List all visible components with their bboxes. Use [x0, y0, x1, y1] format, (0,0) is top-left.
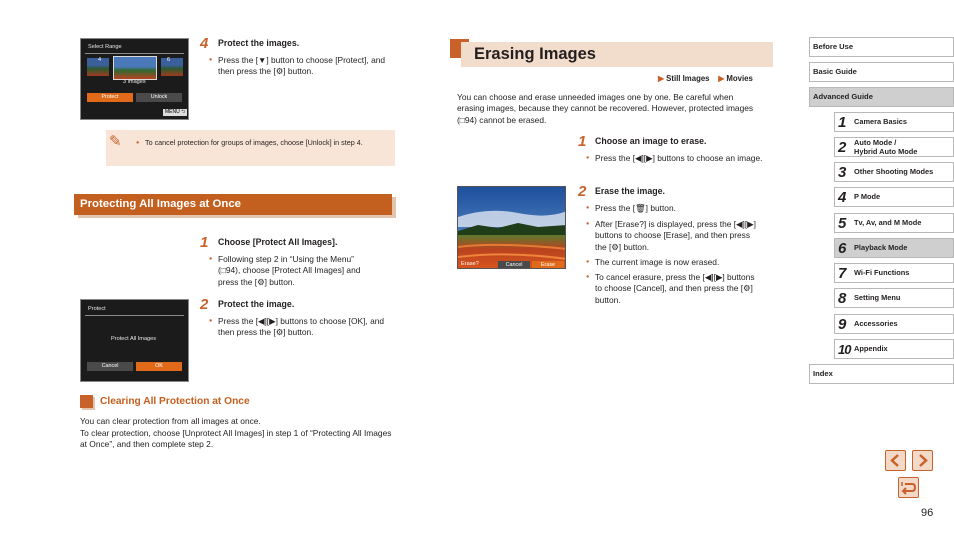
chapter-label-line-1: Auto Mode / [854, 138, 897, 147]
step-1-title: Choose [Protect All Images]. [218, 237, 338, 247]
chapter-label: P Mode [854, 192, 881, 201]
chapter-number: 2 [838, 139, 847, 156]
page-number: 96 [921, 507, 934, 519]
nav-index[interactable] [809, 364, 954, 384]
nav-basic-guide-label: Basic Guide [813, 67, 857, 76]
arrow-right-icon [913, 451, 932, 470]
protect-screen [80, 299, 189, 382]
erase-step-2-bullet-4: ● To cancel erasure, press the [◀][▶] buttons to choose [Cancel], and then press the [⚙] button. [595, 272, 763, 306]
chapter-3[interactable] [834, 162, 954, 182]
note-box [106, 130, 395, 166]
step-2-bullet: ● Press the [◀][▶] buttons to choose [OK], and then press the [⚙] button. [218, 316, 396, 339]
step-1-bullet: ● Following step 2 in “Using the Menu” (□94), choose [Protect All Images] and press the [⚙] button. [218, 254, 378, 288]
arrow-left-icon [886, 451, 905, 470]
chapter-4[interactable] [834, 187, 954, 207]
chapter-number: 8 [838, 290, 847, 307]
chapter-label: Setting Menu [854, 293, 901, 302]
chapter-5[interactable] [834, 213, 954, 233]
erase-step-2-bullet-2: ● After [Erase?] is displayed, press the [◀][▶] buttons to choose [Erase], and then press the [⚙] button. [595, 219, 763, 253]
select-range-screen [80, 38, 189, 120]
mode-tags [658, 74, 753, 84]
section-bar [74, 194, 392, 215]
note-text: ● To cancel protection for groups of images, choose [Unlock] in step 4. [145, 137, 381, 149]
chapter-7[interactable] [834, 263, 954, 283]
intro-paragraph: You can choose and erase unneeded images one by one. Be careful when erasing images, because they cannot be recovered. However, protected images (□94) cannot be erased. [457, 92, 754, 125]
chapter-label [854, 139, 917, 156]
next-page-button[interactable] [912, 450, 933, 471]
nav-advanced-guide-label: Advanced Guide [813, 92, 873, 101]
clearing-paragraph-1: You can clear protection from all images at once. [80, 416, 261, 426]
step-4-number: 4 [200, 35, 209, 52]
protect-button[interactable]: Protect [87, 93, 133, 102]
chapter-6[interactable] [834, 238, 954, 258]
cancel-button[interactable]: Cancel [87, 362, 133, 371]
erase-step-1-bullet: ● Press the [◀][▶] buttons to choose an image. [595, 153, 763, 164]
erase-step-1-title: Choose an image to erase. [595, 136, 707, 146]
chapter-2[interactable] [834, 137, 954, 157]
previous-page-button[interactable] [885, 450, 906, 471]
step-4-title: Protect the images. [218, 38, 300, 48]
chapter-label-line-2: Hybrid Auto Mode [854, 146, 918, 156]
image-count: 3 images [123, 79, 146, 85]
nav-basic-guide[interactable] [809, 62, 954, 82]
erase-prompt: Erase? [461, 261, 479, 267]
screen-title: Select Range [88, 44, 122, 50]
pencil-icon: ✎ [109, 133, 122, 150]
step-4-bullet: ● Press the [▼] button to choose [Protect], and then press the [⚙] button. [218, 55, 396, 78]
still-images-arrow-icon: ▶ [658, 74, 664, 83]
protect-screen-body: Protect All Images [111, 336, 157, 342]
chapter-number: 4 [838, 189, 847, 206]
thumbnail-right [161, 58, 183, 76]
landscape-photo [458, 187, 566, 269]
chapter-number: 6 [838, 240, 847, 257]
chapter-number: 5 [838, 215, 847, 232]
chapter-number: 1 [838, 114, 847, 131]
chapter-label: Tv, Av, and M Mode [854, 218, 922, 227]
unlock-button[interactable]: Unlock [136, 93, 182, 102]
range-end-number: 6 [167, 57, 171, 63]
chapter-number: 7 [838, 265, 847, 282]
menu-return-icon: MENU ⮌ [165, 109, 186, 115]
return-button[interactable] [898, 477, 919, 498]
clearing-title: Clearing All Protection at Once [100, 396, 250, 407]
step-1-number: 1 [200, 234, 209, 251]
chapter-label: Wi-Fi Functions [854, 268, 910, 277]
step-2-number: 2 [200, 296, 209, 313]
chapter-label: Camera Basics [854, 117, 908, 126]
chapter-8[interactable] [834, 288, 954, 308]
erase-screen [457, 186, 566, 269]
erase-step-1-number: 1 [578, 133, 587, 150]
movies-tag: Movies [726, 74, 753, 83]
nav-before-use[interactable] [809, 37, 954, 57]
chapter-label: Other Shooting Modes [854, 167, 934, 176]
erase-step-2-number: 2 [578, 183, 587, 200]
subsection-icon [80, 395, 93, 408]
chapter-label: Accessories [854, 319, 898, 328]
ok-button[interactable]: OK [136, 362, 182, 371]
erase-step-2-bullet-1: ● Press the [🗑] button. [595, 203, 763, 214]
protect-screen-title: Protect [88, 306, 106, 312]
erase-step-2-title: Erase the image. [595, 186, 665, 196]
chapter-1[interactable] [834, 112, 954, 132]
nav-index-label: Index [813, 369, 833, 378]
movies-arrow-icon: ▶ [718, 74, 725, 83]
erase-step-2-bullet-3: ● The current image is now erased. [595, 257, 763, 268]
range-start-number: 4 [98, 57, 102, 63]
chapter-number: 9 [838, 316, 847, 333]
chapter-label: Appendix [854, 344, 888, 353]
page-heading: Erasing Images [474, 45, 596, 63]
erase-cancel-button[interactable]: Cancel [498, 261, 530, 269]
nav-before-use-label: Before Use [813, 42, 854, 51]
nav-advanced-guide[interactable] [809, 87, 954, 107]
thumbnail-center [113, 56, 157, 80]
chapter-number: 10 [838, 342, 851, 357]
chapter-10[interactable] [834, 339, 954, 359]
menu-tag: MENU [165, 109, 180, 115]
section-bar-title: Protecting All Images at Once [80, 198, 241, 210]
chapter-number: 3 [838, 164, 847, 181]
chapter-9[interactable] [834, 314, 954, 334]
erase-button[interactable]: Erase [532, 261, 564, 269]
still-images-tag: Still Images [666, 74, 710, 83]
step-2-title: Protect the image. [218, 299, 295, 309]
return-icon [899, 478, 918, 497]
chapter-label: Playback Mode [854, 243, 908, 252]
clearing-paragraph-2: To clear protection, choose [Unprotect All Images] in step 1 of “Protecting All Images at Once”, and then complete step 2. [80, 428, 392, 450]
